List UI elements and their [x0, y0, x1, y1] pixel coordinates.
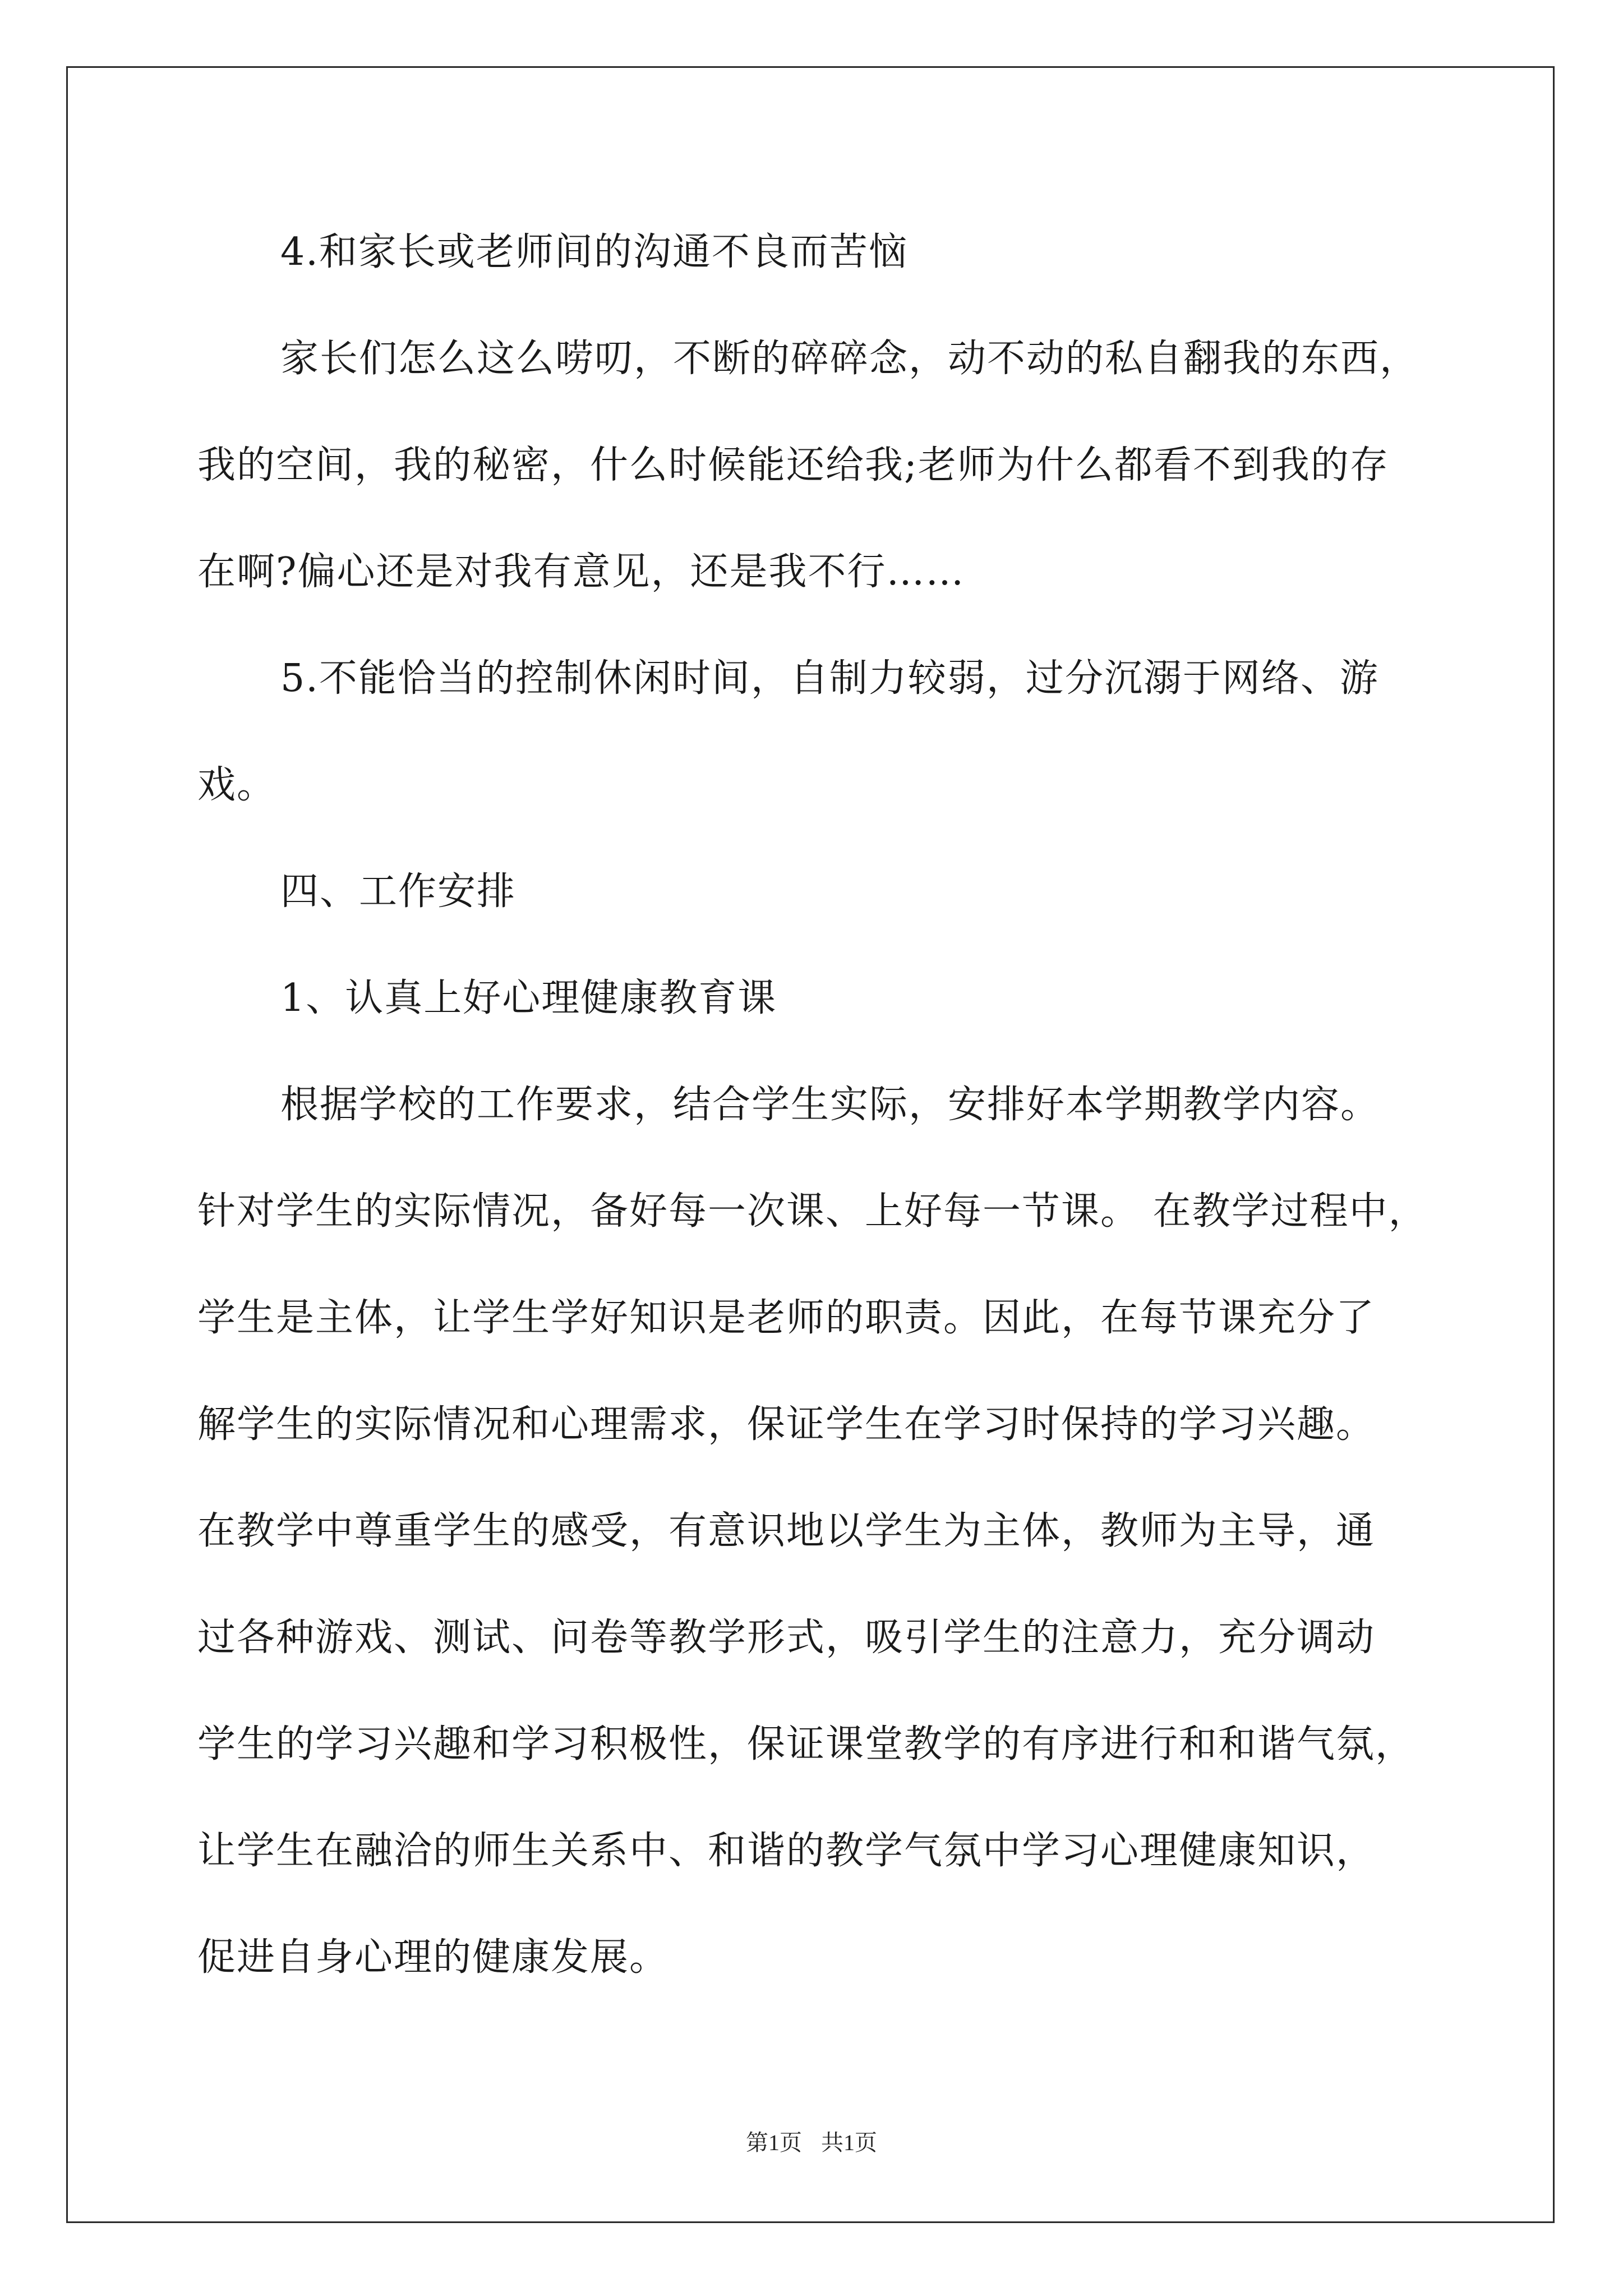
- paragraph-line: 在啊?偏心还是对我有意见，还是我不行……: [197, 550, 965, 594]
- paragraph-line: 解学生的实际情况和心理需求，保证学生在学习时保持的学习兴趣。: [197, 1402, 1376, 1447]
- paragraph-line: 学生是主体，让学生学好知识是老师的职责。因此，在每节课充分了: [197, 1296, 1376, 1340]
- page-border: [66, 66, 1555, 2223]
- paragraph-heading: 4.和家长或老师间的沟通不良而苦恼: [280, 230, 908, 274]
- paragraph-line: 家长们怎么这么唠叨，不断的碎碎念，动不动的私自翻我的东西，: [280, 337, 1419, 381]
- section-heading: 四、工作安排: [280, 869, 517, 914]
- paragraph-line: 针对学生的实际情况，备好每一次课、上好每一节课。 在教学过程中，: [197, 1189, 1428, 1234]
- subsection-heading: 1、认真上好心理健康教育课: [280, 976, 777, 1020]
- paragraph-line: 5.不能恰当的控制休闲时间，自制力较弱，过分沉溺于网络、游: [280, 656, 1379, 701]
- page-footer: [0, 2126, 1623, 2160]
- paragraph-line: 促进自身心理的健康发展。: [197, 1935, 669, 1980]
- paragraph-line: 让学生在融洽的师生关系中、和谐的教学气氛中学习心理健康知识，: [197, 1829, 1376, 1873]
- paragraph-line: 过各种游戏、测试、问卷等教学形式，吸引学生的注意力，充分调动: [197, 1616, 1376, 1660]
- paragraph-line: 根据学校的工作要求，结合学生实际，安排好本学期教学内容。: [280, 1083, 1380, 1127]
- paragraph-line: 在教学中尊重学生的感受，有意识地以学生为主体，教师为主导，通: [197, 1509, 1376, 1553]
- page-total: 共1页: [821, 2130, 877, 2155]
- paragraph-line: 我的空间，我的秘密，什么时候能还给我;老师为什么都看不到我的存: [197, 443, 1389, 487]
- paragraph-line: 学生的学习兴趣和学习积极性，保证课堂教学的有序进行和和谐气氛，: [197, 1722, 1415, 1766]
- page-number: 第1页: [746, 2130, 802, 2155]
- paragraph-line: 戏。: [197, 763, 276, 807]
